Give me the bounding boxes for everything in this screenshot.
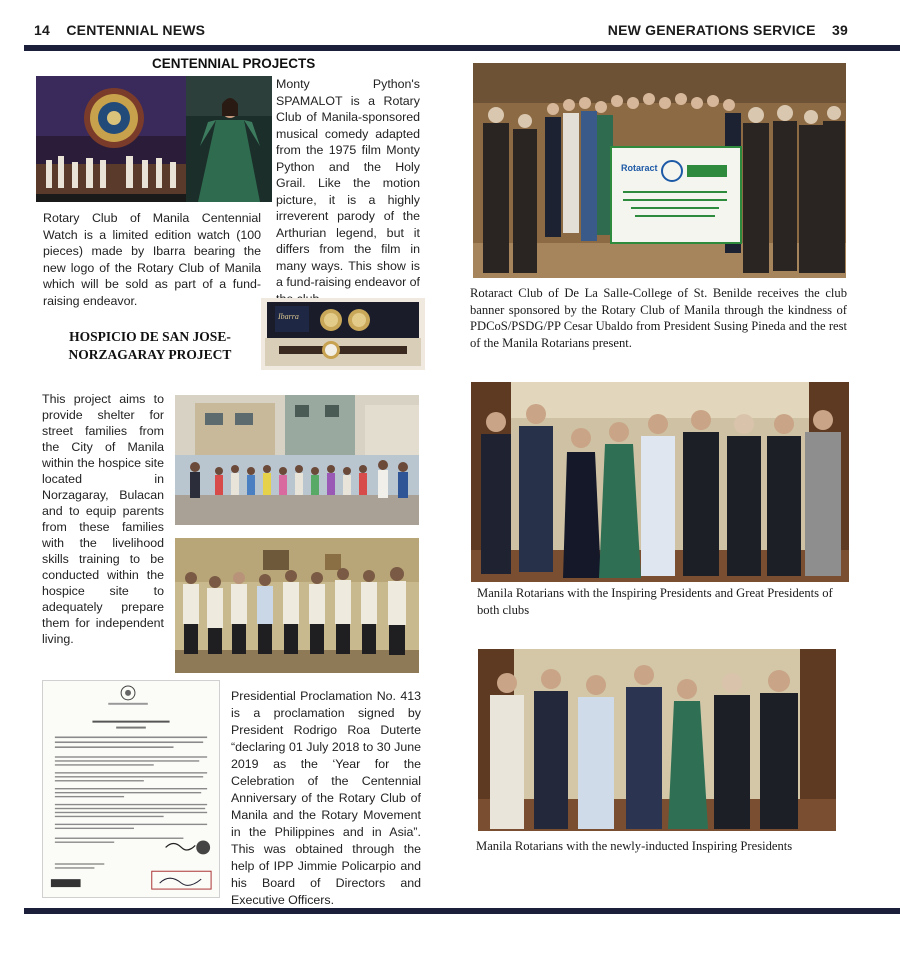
right-section-title: NEW GENERATIONS SERVICE (607, 22, 816, 38)
proclamation-document-scan (42, 680, 220, 898)
proclamation-description: Presidential Proclamation No. 413 is a proclamation signed by President Rodrigo Roa Duterte “declaring 01 July 2018 to 30 June 2019 as the ‘Year for the Celebration of the Centennial Anniversary of the Rotary Club of Manila and the Rotary Movement in the Philippines and in Asia”. This was obtained through the help of IPP Jimmie Policarpio and his Board of Directors and Executive Officers. (231, 689, 421, 907)
left-page-number: 14 (34, 22, 50, 38)
spamalot-description: Monty Python's SPAMALOT is a Rotary Club of Manila-sponsored musical comedy adapted from the 1975 film Monty Python and the Holy Grail. Like the motion picture, it is a highly irreverent parody of the Arthurian legend, but it differs from the film in many ways. This show is a fund-raising endeavor of (276, 77, 420, 289)
centennial-projects-title: CENTENNIAL PROJECTS (152, 56, 316, 71)
spamalot-performer-photo (186, 76, 272, 202)
hospicio-title: HOSPICIO DE SAN JOSE-NORZAGARAY PROJECT (68, 329, 232, 362)
watch-brand-label: Ibarra (278, 312, 299, 321)
newly-inducted-presidents-photo (478, 649, 836, 831)
inspiring-presidents-photo (471, 382, 849, 582)
centennial-watch-description: Rotary Club of Manila Centennial Watch is a limited edition watch (100 pieces) made by Ibarra bearing the new logo of the Rotary Club of Manila which will be sold as part of a fund-raising endeavor. (43, 211, 261, 308)
newly-inducted-caption: Manila Rotarians with the newly-inducted Inspiring Presidents (476, 839, 793, 853)
right-page-number: 39 (832, 22, 848, 38)
hospicio-description: This project aims to provide shelter for street families from the City of Manila within the hospice site located in Norzagaray, Bulacan and to equip parents from these families with the livelihood skills training to be conducted within the hospice site to adequately prepare them for independent living. (42, 392, 164, 646)
right-page-header (608, 22, 848, 38)
bottom-rule (24, 908, 900, 914)
inspiring-presidents-caption: Manila Rotarians with the Inspiring Presidents and Great Presidents of both clubs (477, 586, 833, 617)
rotaract-banner-photo (473, 63, 846, 278)
centennial-watch-photo (261, 298, 425, 370)
hospicio-officials-photo (175, 538, 419, 673)
left-section-title: CENTENNIAL NEWS (66, 22, 206, 38)
top-rule (24, 45, 900, 51)
rotaract-banner-caption: Rotaract Club of De La Salle-College of St. Benilde receives the club banner sponsored by the Rotary Club of Manila through the kindness of PDCoS/PSDG/PP Cesar Ubaldo from President Susing Pineda and the rest of the Manila Rotarians present. (470, 286, 847, 350)
rotaract-banner-label: Rotaract (621, 163, 658, 173)
hospicio-families-photo (175, 395, 419, 525)
spamalot-stage-photo (36, 76, 186, 202)
left-page-header (34, 22, 205, 38)
